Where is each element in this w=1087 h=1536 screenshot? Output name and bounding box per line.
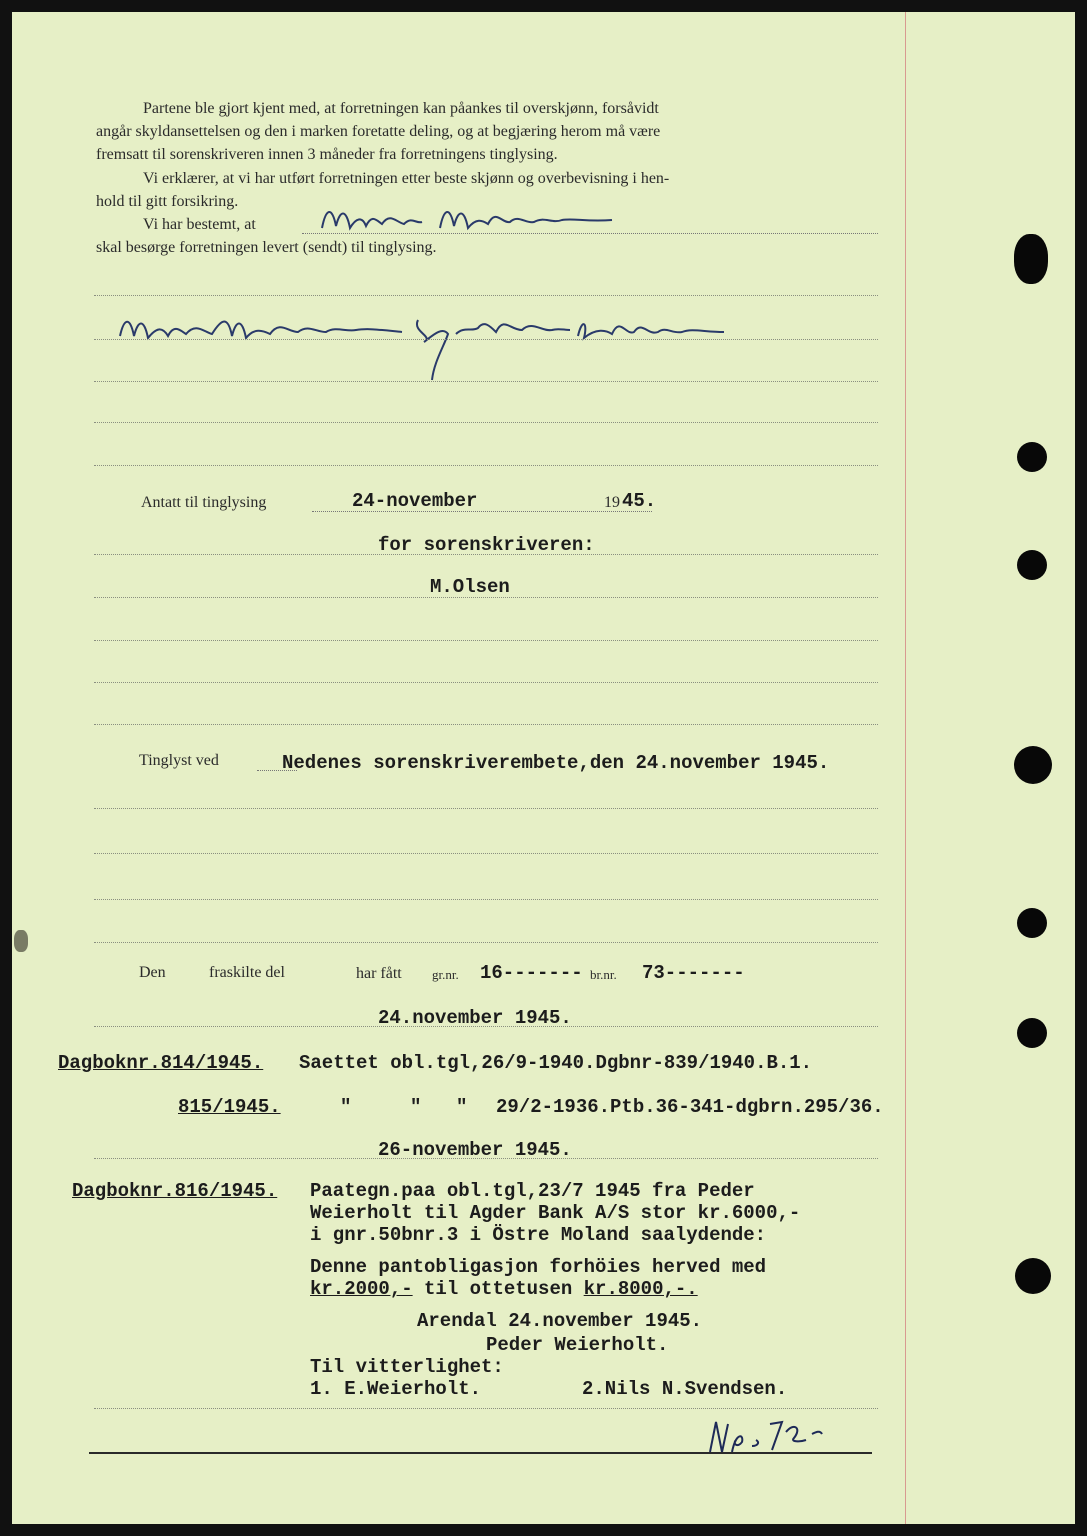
entry-line: Denne pantobligasjon forhöies herved med	[310, 1256, 767, 1278]
date-heading: 24.november 1945.	[378, 1007, 572, 1029]
antatt-date: 24-november	[352, 490, 478, 512]
punch-hole	[1017, 550, 1047, 580]
ruled-line	[94, 422, 878, 423]
intro-line: hold til gitt forsikring.	[96, 193, 239, 210]
for-sorenskriveren: for sorenskriveren:	[378, 534, 595, 556]
entry-ref: 815/1945.	[178, 1096, 281, 1118]
brnr-value: 73-------	[642, 962, 745, 984]
ledger-page	[12, 12, 1075, 1524]
ruled-line	[94, 682, 878, 683]
entry-ref: Dagboknr.816/1945.	[72, 1180, 278, 1202]
margin-line	[905, 12, 906, 1524]
ruled-line	[94, 853, 878, 854]
intro-line: fremsatt til sorenskriveren innen 3 måneder fra forretningens tinglysing.	[96, 146, 558, 163]
entry-line	[310, 1278, 698, 1300]
gnr-label: gr.nr.	[432, 967, 459, 982]
entry-ref: Dagboknr.814/1945.	[58, 1052, 264, 1074]
witness: 1. E.Weierholt.	[310, 1378, 482, 1400]
ruled-line	[94, 808, 878, 809]
ruled-line	[94, 465, 878, 466]
ruled-line	[94, 339, 878, 340]
antatt-label: Antatt til tinglysing	[141, 494, 267, 511]
ditto-mark: "	[456, 1096, 468, 1118]
punch-hole	[1015, 1258, 1051, 1294]
entry-text: 29/2-1936.Ptb.36-341-dgbrn.295/36.	[496, 1096, 884, 1118]
fraskilte-label: fraskilte del	[209, 964, 285, 981]
punch-hole	[1017, 1018, 1047, 1048]
edge-mark	[14, 930, 28, 952]
entry-line: Weierholt til Agder Bank A/S stor kr.6000,-	[310, 1202, 801, 1224]
tinglyst-text: Nedenes sorenskriverembete,den 24.november 1945.	[282, 752, 830, 774]
amount-old: kr.2000,-	[310, 1278, 413, 1300]
ruled-line	[94, 554, 878, 555]
ruled-line	[94, 381, 878, 382]
intro-line: Vi har bestemt, at	[143, 216, 256, 233]
handwritten-initials	[702, 1412, 832, 1462]
handwritten-name-signature	[312, 198, 632, 238]
ruled-line	[94, 724, 878, 725]
ruled-line	[94, 295, 878, 296]
tinglyst-label: Tinglyst ved	[139, 752, 219, 769]
ruled-line	[94, 942, 878, 943]
intro-line: Partene ble gjort kjent med, at forretningen kan påankes til overskjønn, forsåvidt	[143, 100, 659, 117]
brnr-label: br.nr.	[590, 967, 617, 982]
entry-line: Paategn.paa obl.tgl,23/7 1945 fra Peder	[310, 1180, 755, 1202]
intro-line: Vi erklærer, at vi har utført forretningen etter beste skjønn og overbevisning i hen-	[143, 170, 670, 187]
date-heading: 26-november 1945.	[378, 1139, 572, 1161]
gnr-value: 16-------	[480, 962, 583, 984]
signer: Peder Weierholt.	[486, 1334, 669, 1356]
place-date: Arendal 24.november 1945.	[417, 1310, 703, 1332]
handwritten-signatures	[112, 306, 752, 386]
antatt-year-prefix: 19	[604, 494, 620, 511]
punch-hole	[1017, 908, 1047, 938]
den-label: Den	[139, 964, 166, 981]
punch-hole	[1017, 442, 1047, 472]
ditto-mark: "	[340, 1096, 352, 1118]
ditto-mark: "	[410, 1096, 422, 1118]
intro-line: angår skyldansettelsen og den i marken foretatte deling, og at begjæring herom må være	[96, 123, 661, 140]
witness: 2.Nils N.Svendsen.	[582, 1378, 788, 1400]
ruled-line	[94, 1408, 878, 1409]
entry-text: Saettet obl.tgl,26/9-1940.Dgbnr-839/1940.B.1.	[299, 1052, 813, 1074]
ruled-line	[94, 640, 878, 641]
intro-line: skal besørge forretningen levert (sendt) til tinglysing.	[96, 239, 437, 256]
witness-label: Til vitterlighet:	[310, 1356, 504, 1378]
amount-words: til ottetusen	[412, 1278, 584, 1300]
ruled-line	[94, 1026, 878, 1027]
ruled-line	[94, 899, 878, 900]
bottom-line	[89, 1452, 872, 1454]
punch-hole	[1014, 234, 1048, 284]
amount-new: kr.8000,-.	[583, 1278, 698, 1300]
antatt-year-suffix: 45.	[622, 490, 657, 512]
ruled-line	[94, 597, 878, 598]
har-fatt-label: har fått	[356, 965, 402, 982]
punch-hole	[1014, 746, 1052, 784]
clerk-name: M.Olsen	[430, 576, 510, 598]
entry-line: i gnr.50bnr.3 i Östre Moland saalydende:	[310, 1224, 767, 1246]
ruled-line	[94, 1158, 878, 1159]
